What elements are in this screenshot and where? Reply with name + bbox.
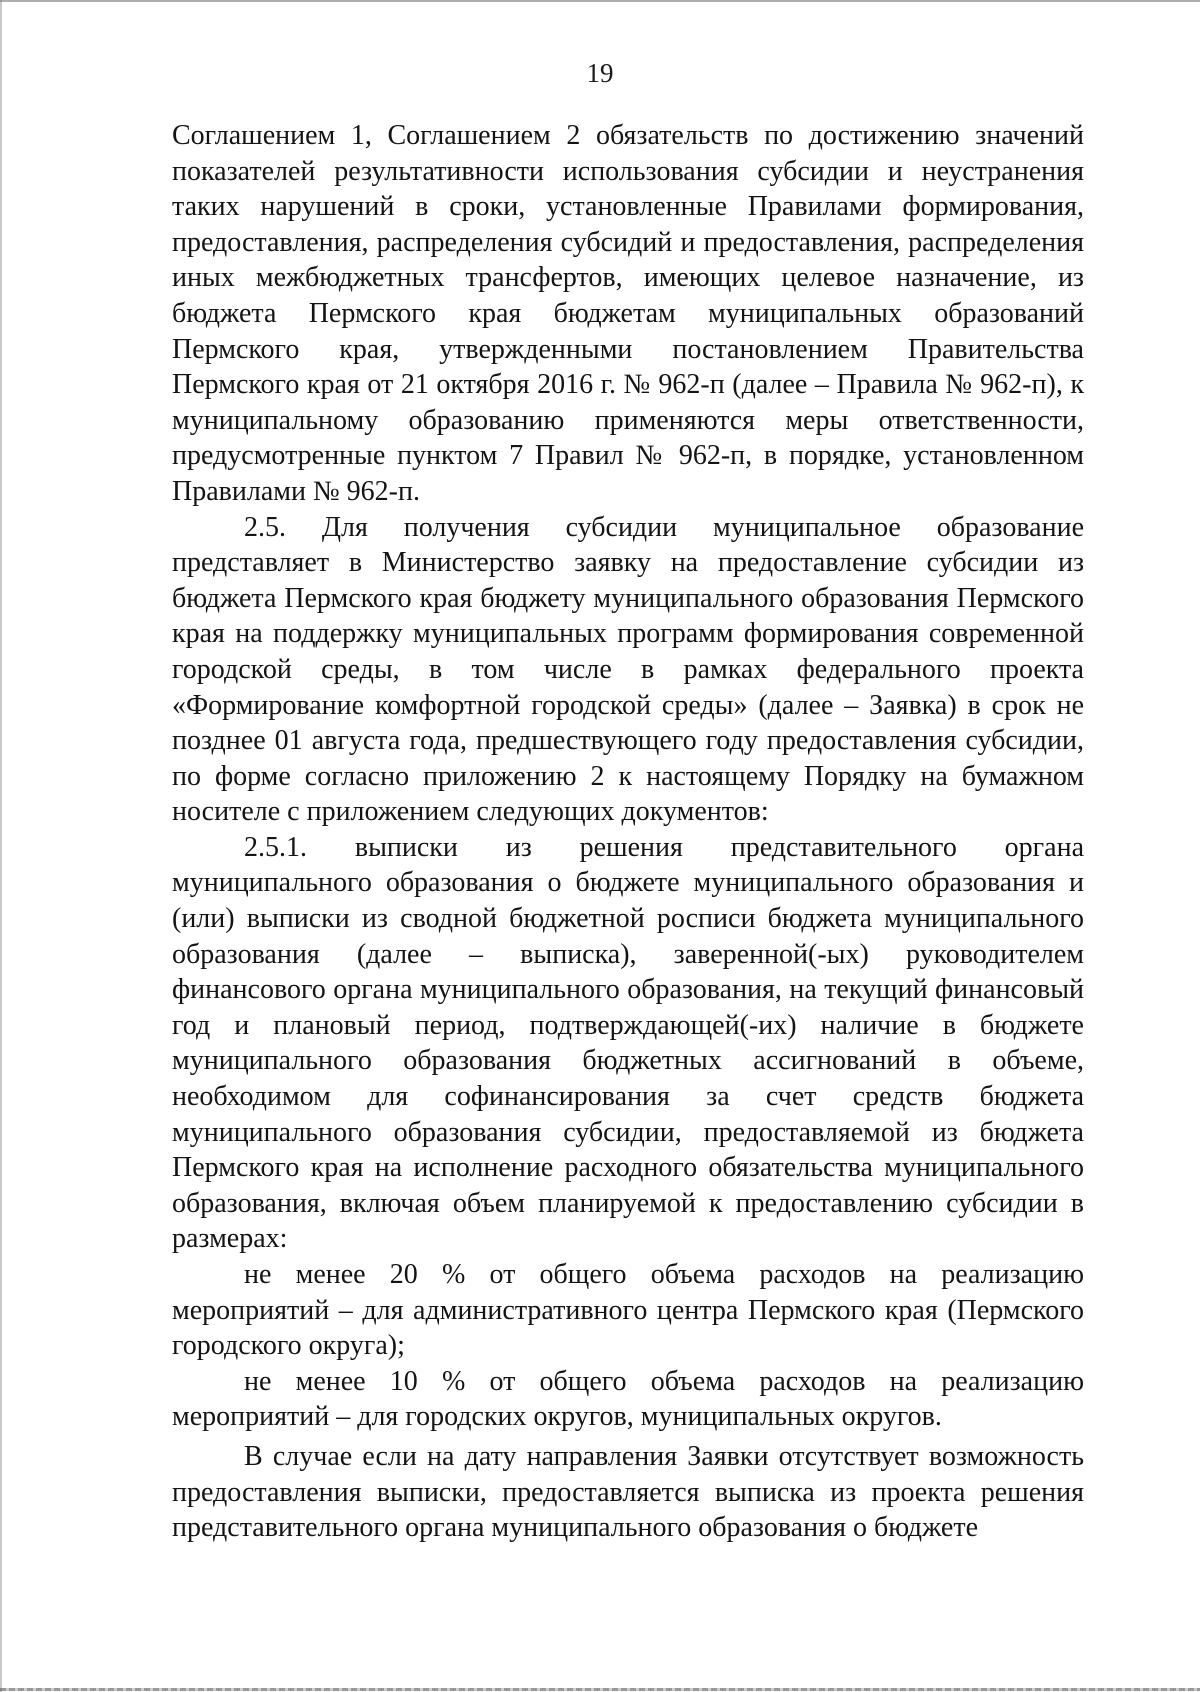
paragraph-no-extract-case: В случае если на дату направления Заявки отсутствует возможность предоставления выписки, предоставляется выписка из проекта решения представительного органа муниципального образования о бюджете xyxy=(172,1440,1084,1544)
document-body xyxy=(172,118,1084,1546)
paragraph-continuation: Соглашением 1, Соглашением 2 обязательств по достижению значений показателей результативности использования субсидии и неустранения таких нарушений в сроки, установленные Правилами формирования, предоставления, распределения субсидий и предоставления, распределения иных межбюджетных трансфертов, имеющих целевое назначение, из бюджета Пермского края бюджетам муниципальных образований Пермского края, утвержденными постановлением Правительства Пермского края от 21 октября 2016 г. № 962-п (далее – Правила № 962-п), к муниципальному образованию применяются меры ответственности, предусмотренные пунктом 7 Правил № 962-п, в порядке, установленном Правилами № 962-п. xyxy=(172,120,1084,507)
scan-edge-left xyxy=(0,0,2,1692)
paragraph-2-5-1: 2.5.1. выписки из решения представительного органа муниципального образования о бюджете муниципального образования и (или) выписки из сводной бюджетной росписи бюджета муниципального образования (далее – выписка), заверенной(-ых) руководителем финансового органа муниципального образования, на текущий финансовый год и плановый период, подтверждающей(-их) наличие в бюджете муниципального образования бюджетных ассигнований в объеме, необходимом для софинансирования за счет средств бюджета муниципального образования субсидии, предоставляемой из бюджета Пермского края на исполнение расходного обязательства муниципального образования, включая объем планируемой к предоставлению субсидии в размерах: xyxy=(172,831,1084,1255)
scan-edge-top xyxy=(0,0,1200,2)
scan-edge-bottom xyxy=(0,1688,1200,1691)
paragraph-min-20-percent: не менее 20 % от общего объема расходов на реализацию мероприятий – для административного центра Пермского края (Пермского городского округа); xyxy=(172,1259,1084,1362)
page-number: 19 xyxy=(586,58,614,88)
paragraph-2-5: 2.5. Для получения субсидии муниципальное образование представляет в Министерство заявку на предоставление субсидии из бюджета Пермского края бюджету муниципального образования Пермского края на поддержку муниципальных программ формирования современной городской среды, в том числе в рамках федерального проекта «Формирование комфортной городской среды» (далее – Заявка) в срок не позднее 01 августа года, предшествующего году предоставления субсидии, по форме согласно приложению 2 к настоящему Порядку на бумажном носителе с приложением следующих документов: xyxy=(172,511,1084,828)
paragraph-min-10-percent: не менее 10 % от общего объема расходов на реализацию мероприятий – для городских округов, муниципальных округов. xyxy=(172,1365,1084,1433)
